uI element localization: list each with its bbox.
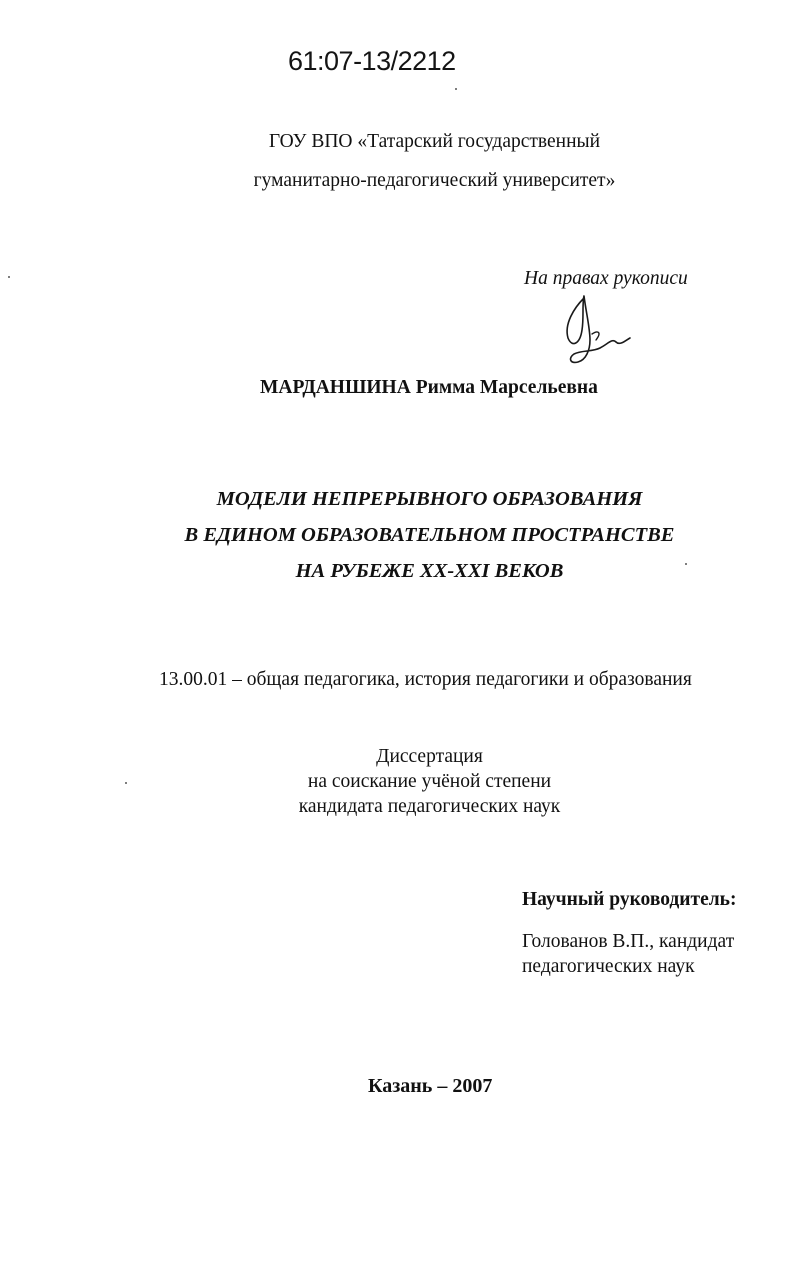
title-line-3: НА РУБЕЖЕ XX-XXI ВЕКОВ (295, 560, 564, 582)
supervisor-line-1: Голованов В.П., кандидат (522, 931, 735, 952)
supervisor-details (522, 929, 734, 979)
title-line-1: МОДЕЛИ НЕПРЕРЫВНОГО ОБРАЗОВАНИЯ (216, 488, 643, 510)
supervisor-line-2: педагогических наук (522, 956, 695, 977)
specialty-code: 13.00.01 – общая педагогика, история педагогики и образования (159, 669, 692, 690)
scan-speck (685, 563, 687, 565)
manuscript-rights-note: На правах рукописи (524, 268, 688, 289)
supervisor-heading: Научный руководитель: (522, 889, 737, 910)
degree-line-1: Диссертация (376, 746, 483, 767)
dissertation-title (30, 481, 799, 589)
institution-line-1: ГОУ ВПО «Татарский государственный (268, 131, 601, 152)
institution-line-2: гуманитарно-педагогический университет» (253, 170, 616, 191)
author-surname: МАРДАНШИНА (260, 377, 411, 398)
author-name (260, 377, 598, 399)
degree-line-2: на соискание учёной степени (307, 771, 552, 792)
degree-statement (30, 744, 799, 819)
title-line-2: В ЕДИНОМ ОБРАЗОВАТЕЛЬНОМ ПРОСТРАНСТВЕ (184, 524, 675, 546)
institution-name (35, 122, 799, 200)
scan-speck (125, 782, 127, 784)
handwritten-signature (556, 290, 636, 368)
catalog-code: 61:07-13/2212 (288, 46, 456, 76)
city-and-year: Казань – 2007 (368, 1075, 493, 1097)
scan-speck (8, 276, 10, 278)
author-given-names: Римма Марсельевна (415, 377, 598, 398)
scan-speck (455, 88, 457, 90)
degree-line-3: кандидата педагогических наук (298, 796, 561, 817)
